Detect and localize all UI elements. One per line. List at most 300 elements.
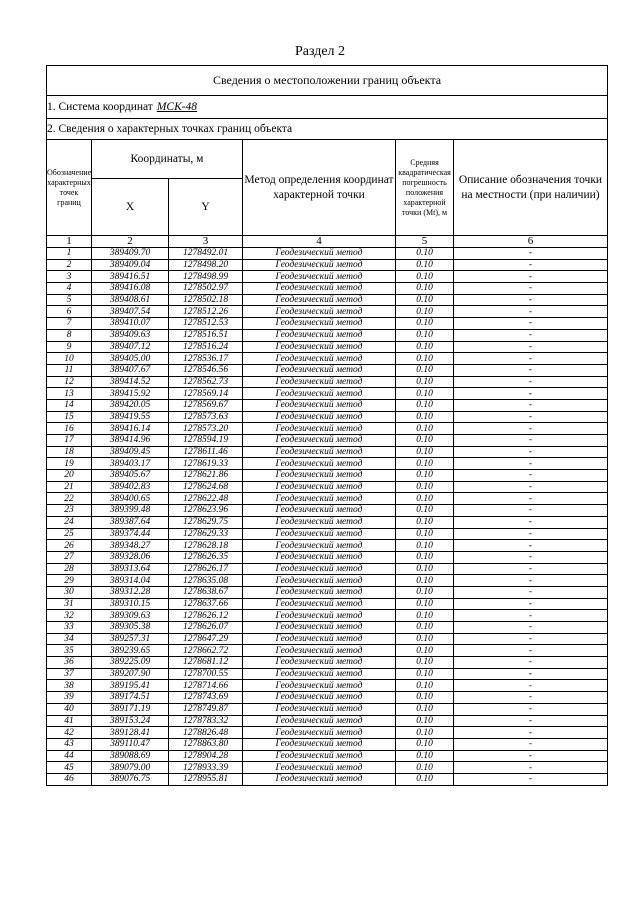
y-coordinate-cell: 1278955.81 <box>169 773 243 785</box>
x-coordinate-cell: 389225.09 <box>92 657 169 669</box>
point-number-cell: 22 <box>47 493 92 505</box>
description-cell: - <box>454 435 608 447</box>
error-cell: 0.10 <box>396 399 454 411</box>
method-cell: Геодезический метод <box>243 283 396 295</box>
table-row <box>47 750 608 762</box>
error-cell: 0.10 <box>396 610 454 622</box>
y-coordinate-cell: 1278502.97 <box>169 283 243 295</box>
error-cell: 0.10 <box>396 738 454 750</box>
column-number: 5 <box>396 236 454 248</box>
point-number-cell: 5 <box>47 294 92 306</box>
method-cell: Геодезический метод <box>243 411 396 423</box>
table-row <box>47 540 608 552</box>
error-cell: 0.10 <box>396 458 454 470</box>
description-cell: - <box>454 446 608 458</box>
method-cell: Геодезический метод <box>243 750 396 762</box>
y-coordinate-cell: 1278569.14 <box>169 388 243 400</box>
description-cell: - <box>454 388 608 400</box>
error-cell: 0.10 <box>396 715 454 727</box>
method-cell: Геодезический метод <box>243 563 396 575</box>
column-number: 6 <box>454 236 608 248</box>
y-coordinate-cell: 1278826.48 <box>169 727 243 739</box>
error-cell: 0.10 <box>396 481 454 493</box>
method-cell: Геодезический метод <box>243 703 396 715</box>
error-cell: 0.10 <box>396 364 454 376</box>
y-coordinate-cell: 1278863.80 <box>169 738 243 750</box>
error-cell: 0.10 <box>396 283 454 295</box>
error-cell: 0.10 <box>396 622 454 634</box>
table-row <box>47 575 608 587</box>
y-coordinate-cell: 1278573.63 <box>169 411 243 423</box>
x-coordinate-cell: 389407.12 <box>92 341 169 353</box>
table-row <box>47 435 608 447</box>
y-coordinate-cell: 1278624.68 <box>169 481 243 493</box>
method-cell: Геодезический метод <box>243 622 396 634</box>
point-number-cell: 15 <box>47 411 92 423</box>
table-row <box>47 259 608 271</box>
description-cell: - <box>454 481 608 493</box>
point-number-cell: 14 <box>47 399 92 411</box>
x-coordinate-cell: 389076.75 <box>92 773 169 785</box>
point-number-cell: 46 <box>47 773 92 785</box>
y-coordinate-cell: 1278536.17 <box>169 353 243 365</box>
x-coordinate-cell: 389328.06 <box>92 551 169 563</box>
table-title: Сведения о местоположении границ объекта <box>47 66 608 96</box>
error-cell: 0.10 <box>396 575 454 587</box>
point-number-cell: 19 <box>47 458 92 470</box>
table-row <box>47 680 608 692</box>
header-x: X <box>92 179 169 236</box>
description-cell: - <box>454 762 608 774</box>
y-coordinate-cell: 1278626.35 <box>169 551 243 563</box>
point-number-cell: 6 <box>47 306 92 318</box>
error-cell: 0.10 <box>396 306 454 318</box>
table-row <box>47 528 608 540</box>
y-coordinate-cell: 1278546.56 <box>169 364 243 376</box>
method-cell: Геодезический метод <box>243 505 396 517</box>
table-row <box>47 248 608 260</box>
x-coordinate-cell: 389409.63 <box>92 329 169 341</box>
method-cell: Геодезический метод <box>243 294 396 306</box>
x-coordinate-cell: 389305.38 <box>92 622 169 634</box>
point-number-cell: 23 <box>47 505 92 517</box>
description-cell: - <box>454 271 608 283</box>
point-number-cell: 38 <box>47 680 92 692</box>
table-row <box>47 598 608 610</box>
header-coordinates: Координаты, м <box>92 140 243 179</box>
x-coordinate-cell: 389313.64 <box>92 563 169 575</box>
point-number-cell: 29 <box>47 575 92 587</box>
error-cell: 0.10 <box>396 668 454 680</box>
error-cell: 0.10 <box>396 645 454 657</box>
method-cell: Геодезический метод <box>243 493 396 505</box>
method-cell: Геодезический метод <box>243 586 396 598</box>
column-number: 1 <box>47 236 92 248</box>
description-cell: - <box>454 773 608 785</box>
table-row <box>47 727 608 739</box>
table-row <box>47 329 608 341</box>
error-cell: 0.10 <box>396 657 454 669</box>
description-cell: - <box>454 622 608 634</box>
y-coordinate-cell: 1278498.99 <box>169 271 243 283</box>
method-cell: Геодезический метод <box>243 540 396 552</box>
y-coordinate-cell: 1278783.32 <box>169 715 243 727</box>
table-row <box>47 306 608 318</box>
table-row <box>47 470 608 482</box>
x-coordinate-cell: 389403.17 <box>92 458 169 470</box>
x-coordinate-cell: 389348.27 <box>92 540 169 552</box>
x-coordinate-cell: 389407.67 <box>92 364 169 376</box>
description-cell: - <box>454 575 608 587</box>
table-row <box>47 692 608 704</box>
y-coordinate-cell: 1278621.86 <box>169 470 243 482</box>
x-coordinate-cell: 389171.19 <box>92 703 169 715</box>
section-title: Раздел 2 <box>294 44 346 59</box>
table-row <box>47 551 608 563</box>
y-coordinate-cell: 1278623.96 <box>169 505 243 517</box>
description-cell: - <box>454 458 608 470</box>
error-cell: 0.10 <box>396 563 454 575</box>
description-cell: - <box>454 259 608 271</box>
point-number-cell: 13 <box>47 388 92 400</box>
error-cell: 0.10 <box>396 762 454 774</box>
x-coordinate-cell: 389309.63 <box>92 610 169 622</box>
description-cell: - <box>454 750 608 762</box>
description-cell: - <box>454 738 608 750</box>
error-cell: 0.10 <box>396 598 454 610</box>
y-coordinate-cell: 1278512.26 <box>169 306 243 318</box>
method-cell: Геодезический метод <box>243 551 396 563</box>
error-cell: 0.10 <box>396 633 454 645</box>
x-coordinate-cell: 389207.90 <box>92 668 169 680</box>
y-coordinate-cell: 1278622.48 <box>169 493 243 505</box>
y-coordinate-cell: 1278647.29 <box>169 633 243 645</box>
point-number-cell: 28 <box>47 563 92 575</box>
y-coordinate-cell: 1278714.66 <box>169 680 243 692</box>
description-cell: - <box>454 703 608 715</box>
error-cell: 0.10 <box>396 680 454 692</box>
point-number-cell: 44 <box>47 750 92 762</box>
x-coordinate-cell: 389174.51 <box>92 692 169 704</box>
y-coordinate-cell: 1278492.01 <box>169 248 243 260</box>
point-number-cell: 21 <box>47 481 92 493</box>
x-coordinate-cell: 389416.14 <box>92 423 169 435</box>
table-row <box>47 364 608 376</box>
error-cell: 0.10 <box>396 435 454 447</box>
method-cell: Геодезический метод <box>243 306 396 318</box>
error-cell: 0.10 <box>396 341 454 353</box>
description-cell: - <box>454 470 608 482</box>
table-row <box>47 318 608 330</box>
point-number-cell: 18 <box>47 446 92 458</box>
table-row <box>47 610 608 622</box>
x-coordinate-cell: 389387.64 <box>92 516 169 528</box>
x-coordinate-cell: 389415.92 <box>92 388 169 400</box>
method-cell: Геодезический метод <box>243 610 396 622</box>
method-cell: Геодезический метод <box>243 470 396 482</box>
description-cell: - <box>454 423 608 435</box>
error-cell: 0.10 <box>396 329 454 341</box>
point-number-cell: 11 <box>47 364 92 376</box>
column-number: 4 <box>243 236 396 248</box>
x-coordinate-cell: 389399.48 <box>92 505 169 517</box>
method-cell: Геодезический метод <box>243 259 396 271</box>
error-cell: 0.10 <box>396 540 454 552</box>
point-number-cell: 25 <box>47 528 92 540</box>
table-row <box>47 738 608 750</box>
table-row <box>47 388 608 400</box>
method-cell: Геодезический метод <box>243 516 396 528</box>
y-coordinate-cell: 1278516.24 <box>169 341 243 353</box>
description-cell: - <box>454 306 608 318</box>
header-y: Y <box>169 179 243 236</box>
point-number-cell: 9 <box>47 341 92 353</box>
x-coordinate-cell: 389414.96 <box>92 435 169 447</box>
coordinate-system-row <box>47 96 608 119</box>
error-cell: 0.10 <box>396 703 454 715</box>
method-cell: Геодезический метод <box>243 668 396 680</box>
boundary-points-table <box>46 65 608 786</box>
point-number-cell: 3 <box>47 271 92 283</box>
description-cell: - <box>454 341 608 353</box>
error-cell: 0.10 <box>396 493 454 505</box>
y-coordinate-cell: 1278573.20 <box>169 423 243 435</box>
method-cell: Геодезический метод <box>243 680 396 692</box>
x-coordinate-cell: 389416.51 <box>92 271 169 283</box>
description-cell: - <box>454 586 608 598</box>
table-row <box>47 376 608 388</box>
point-number-cell: 10 <box>47 353 92 365</box>
table-row <box>47 703 608 715</box>
y-coordinate-cell: 1278662.72 <box>169 645 243 657</box>
point-number-cell: 8 <box>47 329 92 341</box>
table-row <box>47 505 608 517</box>
table-row <box>47 423 608 435</box>
table-row <box>47 622 608 634</box>
point-number-cell: 32 <box>47 610 92 622</box>
description-cell: - <box>454 563 608 575</box>
table-row <box>47 645 608 657</box>
point-number-cell: 1 <box>47 248 92 260</box>
point-number-cell: 43 <box>47 738 92 750</box>
description-cell: - <box>454 668 608 680</box>
table-row <box>47 773 608 785</box>
table-row <box>47 271 608 283</box>
point-number-cell: 31 <box>47 598 92 610</box>
method-cell: Геодезический метод <box>243 657 396 669</box>
point-number-cell: 30 <box>47 586 92 598</box>
error-cell: 0.10 <box>396 376 454 388</box>
table-row <box>47 563 608 575</box>
x-coordinate-cell: 389110.47 <box>92 738 169 750</box>
point-number-cell: 26 <box>47 540 92 552</box>
table-row <box>47 353 608 365</box>
table-row <box>47 341 608 353</box>
y-coordinate-cell: 1278611.46 <box>169 446 243 458</box>
y-coordinate-cell: 1278628.18 <box>169 540 243 552</box>
x-coordinate-cell: 389405.67 <box>92 470 169 482</box>
table-row <box>47 446 608 458</box>
point-number-cell: 17 <box>47 435 92 447</box>
description-cell: - <box>454 680 608 692</box>
description-cell: - <box>454 633 608 645</box>
description-cell: - <box>454 692 608 704</box>
error-cell: 0.10 <box>396 248 454 260</box>
description-cell: - <box>454 376 608 388</box>
error-cell: 0.10 <box>396 446 454 458</box>
method-cell: Геодезический метод <box>243 446 396 458</box>
y-coordinate-cell: 1278629.75 <box>169 516 243 528</box>
method-cell: Геодезический метод <box>243 692 396 704</box>
x-coordinate-cell: 389409.45 <box>92 446 169 458</box>
table-row <box>47 668 608 680</box>
table-row <box>47 516 608 528</box>
description-cell: - <box>454 353 608 365</box>
header-description: Описание обозначения точки на местности (при наличии) <box>454 140 608 236</box>
method-cell: Геодезический метод <box>243 271 396 283</box>
description-cell: - <box>454 598 608 610</box>
table-row <box>47 399 608 411</box>
description-cell: - <box>454 318 608 330</box>
points-heading: 2. Сведения о характерных точках границ объекта <box>47 119 608 140</box>
x-coordinate-cell: 389374.44 <box>92 528 169 540</box>
x-coordinate-cell: 389079.00 <box>92 762 169 774</box>
x-coordinate-cell: 389405.00 <box>92 353 169 365</box>
table-row <box>47 283 608 295</box>
method-cell: Геодезический метод <box>243 399 396 411</box>
error-cell: 0.10 <box>396 773 454 785</box>
header-point-label: Обозначение характерных точек границ <box>47 140 92 236</box>
table-row <box>47 294 608 306</box>
method-cell: Геодезический метод <box>243 598 396 610</box>
table-row <box>47 458 608 470</box>
description-cell: - <box>454 610 608 622</box>
x-coordinate-cell: 389400.65 <box>92 493 169 505</box>
table-row <box>47 586 608 598</box>
y-coordinate-cell: 1278933.39 <box>169 762 243 774</box>
method-cell: Геодезический метод <box>243 318 396 330</box>
y-coordinate-cell: 1278700.55 <box>169 668 243 680</box>
point-number-cell: 4 <box>47 283 92 295</box>
point-number-cell: 27 <box>47 551 92 563</box>
description-cell: - <box>454 294 608 306</box>
description-cell: - <box>454 411 608 423</box>
point-number-cell: 20 <box>47 470 92 482</box>
error-cell: 0.10 <box>396 505 454 517</box>
method-cell: Геодезический метод <box>243 353 396 365</box>
error-cell: 0.10 <box>396 388 454 400</box>
y-coordinate-cell: 1278498.20 <box>169 259 243 271</box>
point-number-cell: 39 <box>47 692 92 704</box>
table-row <box>47 493 608 505</box>
error-cell: 0.10 <box>396 750 454 762</box>
point-number-cell: 41 <box>47 715 92 727</box>
error-cell: 0.10 <box>396 551 454 563</box>
header-error: Средняя квадратическая погрешность положения характерной точки (Mt), м <box>396 140 454 236</box>
table-row <box>47 633 608 645</box>
description-cell: - <box>454 551 608 563</box>
method-cell: Геодезический метод <box>243 645 396 657</box>
description-cell: - <box>454 715 608 727</box>
method-cell: Геодезический метод <box>243 575 396 587</box>
method-cell: Геодезический метод <box>243 329 396 341</box>
method-cell: Геодезический метод <box>243 715 396 727</box>
x-coordinate-cell: 389419.55 <box>92 411 169 423</box>
error-cell: 0.10 <box>396 586 454 598</box>
y-coordinate-cell: 1278637.66 <box>169 598 243 610</box>
method-cell: Геодезический метод <box>243 364 396 376</box>
coordinate-system-value: МСК-48 <box>156 101 198 113</box>
description-cell: - <box>454 516 608 528</box>
y-coordinate-cell: 1278594.19 <box>169 435 243 447</box>
method-cell: Геодезический метод <box>243 435 396 447</box>
x-coordinate-cell: 389409.04 <box>92 259 169 271</box>
error-cell: 0.10 <box>396 727 454 739</box>
point-number-cell: 33 <box>47 622 92 634</box>
method-cell: Геодезический метод <box>243 738 396 750</box>
error-cell: 0.10 <box>396 411 454 423</box>
y-coordinate-cell: 1278569.67 <box>169 399 243 411</box>
x-coordinate-cell: 389195.41 <box>92 680 169 692</box>
column-number: 2 <box>92 236 169 248</box>
table-row <box>47 657 608 669</box>
error-cell: 0.10 <box>396 516 454 528</box>
point-number-cell: 37 <box>47 668 92 680</box>
column-number-row <box>47 236 608 248</box>
point-number-cell: 12 <box>47 376 92 388</box>
point-number-cell: 2 <box>47 259 92 271</box>
method-cell: Геодезический метод <box>243 481 396 493</box>
description-cell: - <box>454 399 608 411</box>
table-row <box>47 715 608 727</box>
error-cell: 0.10 <box>396 353 454 365</box>
y-coordinate-cell: 1278749.87 <box>169 703 243 715</box>
method-cell: Геодезический метод <box>243 773 396 785</box>
x-coordinate-cell: 389410.07 <box>92 318 169 330</box>
x-coordinate-cell: 389420.05 <box>92 399 169 411</box>
error-cell: 0.10 <box>396 271 454 283</box>
y-coordinate-cell: 1278626.12 <box>169 610 243 622</box>
description-cell: - <box>454 329 608 341</box>
y-coordinate-cell: 1278626.17 <box>169 563 243 575</box>
y-coordinate-cell: 1278629.33 <box>169 528 243 540</box>
description-cell: - <box>454 540 608 552</box>
x-coordinate-cell: 389257.31 <box>92 633 169 645</box>
column-number: 3 <box>169 236 243 248</box>
point-number-cell: 42 <box>47 727 92 739</box>
x-coordinate-cell: 389402.83 <box>92 481 169 493</box>
method-cell: Геодезический метод <box>243 727 396 739</box>
y-coordinate-cell: 1278626.07 <box>169 622 243 634</box>
x-coordinate-cell: 389407.54 <box>92 306 169 318</box>
y-coordinate-cell: 1278502.18 <box>169 294 243 306</box>
method-cell: Геодезический метод <box>243 388 396 400</box>
point-number-cell: 16 <box>47 423 92 435</box>
error-cell: 0.10 <box>396 318 454 330</box>
x-coordinate-cell: 389239.65 <box>92 645 169 657</box>
method-cell: Геодезический метод <box>243 341 396 353</box>
x-coordinate-cell: 389314.04 <box>92 575 169 587</box>
x-coordinate-cell: 389416.08 <box>92 283 169 295</box>
x-coordinate-cell: 389128.41 <box>92 727 169 739</box>
point-number-cell: 35 <box>47 645 92 657</box>
y-coordinate-cell: 1278516.51 <box>169 329 243 341</box>
description-cell: - <box>454 248 608 260</box>
point-number-cell: 45 <box>47 762 92 774</box>
description-cell: - <box>454 727 608 739</box>
x-coordinate-cell: 389408.61 <box>92 294 169 306</box>
x-coordinate-cell: 389310.15 <box>92 598 169 610</box>
